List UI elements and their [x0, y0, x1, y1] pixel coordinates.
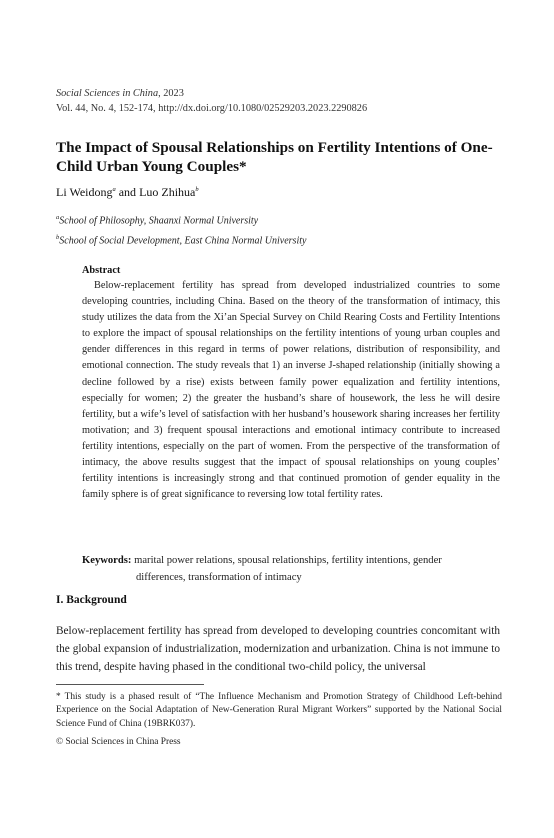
- abstract-text: Below-replacement fertility has spread from developed industrialized countries to some developing countries, including China. Based on the theory of the transformation of intimacy, this study utilizes the data from the Xi’an Special Survey on Child Rearing Costs and Fertility Intentions to explore the impact of spousal relationships on the fertility intentions of young urban couples and gender differences in this regard in terms of power relations, distribution of responsibility, and emotional connection. The study reveals that 1) an inverse J-shaped relationship (initially showing a decline followed by a rise) exists between family power equalization and fertility intentions, especially for women; 2) the greater the husband’s share of housework, the less he will desire fertility, but a wife’s level of satisfaction with her husband’s housework sharing increases her fertility motivation; and 3) frequent spousal interactions and emotional intimacy contribute to increased fertility intentions, especially on the part of women. From the perspective of the transformation of intimacy, the above results suggest that the impact of spousal relationships on young couples’ fertility intentions is increasingly strong and that continued promotion of gender equality in the family sphere is of great significance to reversing low total fertility rates.: [82, 280, 500, 501]
- body-paragraph: Below-replacement fertility has spread from developed to developing countries concomitant with the global expansion of industrialization, modernization and urbanization. China is not immune to this trend, despite having phased in the conditional two-child policy, the universal: [56, 625, 500, 674]
- author-name: Li Weidong: [56, 185, 113, 199]
- section-heading: I. Background: [56, 594, 127, 606]
- affiliation-item: [56, 209, 516, 229]
- author-line: [56, 182, 516, 200]
- journal-name: Social Sciences in China: [56, 88, 159, 99]
- affiliation-item: [56, 229, 516, 249]
- keywords-text-continued: differences, transformation of intimacy: [136, 572, 302, 583]
- footnote-divider: [56, 684, 204, 685]
- abstract-block: [82, 264, 500, 503]
- journal-citation-line: [56, 86, 516, 101]
- affiliation-mark: a: [56, 214, 60, 221]
- affiliation-mark: b: [195, 186, 199, 193]
- author-name: Luo Zhihua: [139, 185, 196, 199]
- keywords-text: marital power relations, spousal relationships, fertility intentions, gender: [134, 555, 442, 566]
- keywords-block: [82, 552, 500, 586]
- affiliation-list: [56, 209, 516, 250]
- journal-year: , 2023: [158, 88, 184, 99]
- affiliation-mark: b: [56, 234, 60, 242]
- journal-volume-doi: Vol. 44, No. 4, 152-174, http://dx.doi.org/10.1080/02529203.2023.2290826: [56, 103, 368, 114]
- footnote-text: * This study is a phased result of “The Influence Mechanism and Promotion Strategy of Childhood Left-behind Experience on the Social Adaptation of New-Generation Rural Migrant Workers” supported by the National Social Science Fund of China (19BRK037).: [56, 692, 502, 729]
- author-conjunction: and: [115, 185, 140, 199]
- article-title: The Impact of Spousal Relationships on Fertility Intentions of One-Child Urban Young Couples*: [56, 139, 493, 175]
- abstract-heading: Abstract: [82, 265, 121, 276]
- affiliation-text: School of Philosophy, Shaanxi Normal University: [59, 215, 259, 227]
- affiliation-text: School of Social Development, East China Normal University: [59, 235, 307, 247]
- keywords-label: Keywords:: [82, 555, 132, 566]
- copyright-notice: © Social Sciences in China Press: [56, 737, 181, 747]
- affiliation-mark: a: [112, 186, 116, 193]
- journal-header: [56, 86, 516, 116]
